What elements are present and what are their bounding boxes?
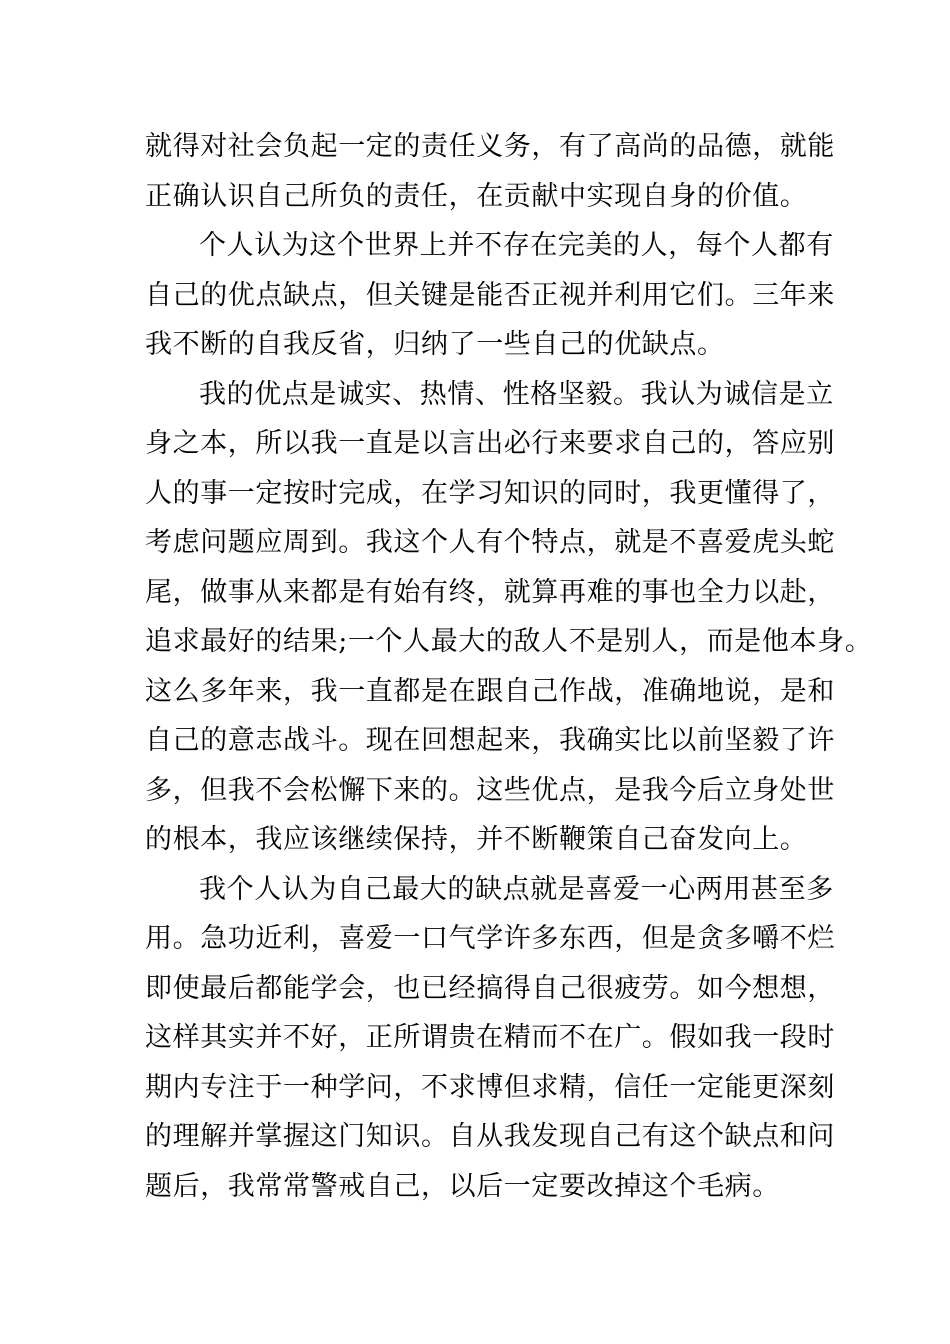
text-line: 尾，做事从来都是有始有终，就算再难的事也全力以赴， <box>145 576 835 608</box>
body-text <box>145 122 873 1211</box>
text-line: 就得对社会负起一定的责任义务，有了高尚的品德，就能 <box>145 131 835 162</box>
text-line: 题后，我常常警戒自己，以后一定要改掉这个毛病。 <box>145 1170 780 1202</box>
text-line: 身之本，所以我一直是以言出必行来要求自己的，答应别 <box>145 428 835 459</box>
text-line: 我不断的自我反省，归纳了一些自己的优缺点。 <box>145 329 725 360</box>
text-line: 的根本，我应该继续保持，并不断鞭策自己奋发向上。 <box>145 824 808 855</box>
text-line: 这么多年来，我一直都是在跟自己作战，准确地说，是和 <box>145 675 835 707</box>
text-line: 即使最后都能学会，也已经搞得自己很疲劳。如今想想， <box>145 972 835 1004</box>
text-line: 考虑问题应周到。我这个人有个特点，就是不喜爱虎头蛇 <box>145 527 835 558</box>
paragraph-first-line: 我个人认为自己最大的缺点就是喜爱一心两用甚至多 <box>199 873 834 905</box>
text-line: 追求最好的结果;一个人最大的敌人不是别人，而是他本身。 <box>145 626 873 657</box>
text-line: 多，但我不会松懈下来的。这些优点，是我今后立身处世 <box>145 774 835 806</box>
text-line: 的理解并掌握这门知识。自从我发现自己有这个缺点和问 <box>145 1121 835 1152</box>
paragraph-first-line: 个人认为这个世界上并不存在完美的人，每个人都有 <box>199 230 834 261</box>
text-line: 用。急功近利，喜爱一口气学许多东西，但是贪多嚼不烂 <box>145 923 835 954</box>
text-line: 自己的优点缺点，但关键是能否正视并利用它们。三年来 <box>145 279 835 311</box>
text-line: 这样其实并不好，正所谓贵在精而不在广。假如我一段时 <box>145 1022 835 1053</box>
text-line: 正确认识自己所负的责任，在贡献中实现自身的价值。 <box>145 180 808 212</box>
paragraph-first-line: 我的优点是诚实、热情、性格坚毅。我认为诚信是立 <box>199 378 834 410</box>
text-line: 人的事一定按时完成，在学习知识的同时，我更懂得了， <box>145 477 835 509</box>
text-line: 期内专注于一种学问，不求博但求精，信任一定能更深刻 <box>145 1071 835 1103</box>
text-line: 自己的意志战斗。现在回想起来，我确实比以前坚毅了许 <box>145 725 835 756</box>
